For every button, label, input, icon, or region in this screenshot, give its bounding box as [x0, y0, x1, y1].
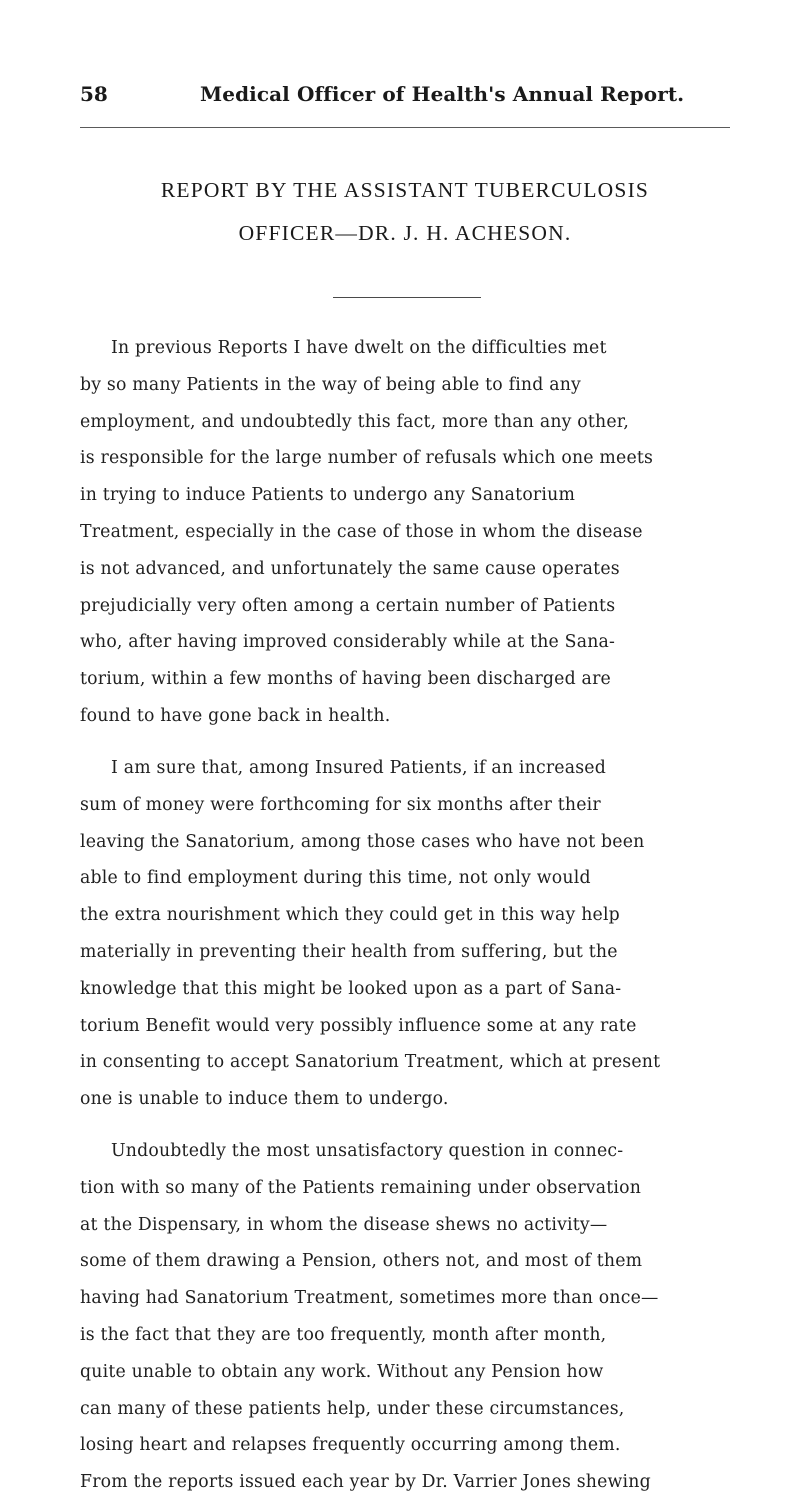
text-line: one is unable to induce them to undergo.: [80, 1089, 449, 1110]
title-divider: [333, 297, 481, 298]
journal-title: Medical Officer of Health's Annual Report.: [200, 82, 685, 106]
text-line: able to find employment during this time, not only would: [80, 868, 591, 889]
text-line: is not advanced, and unfortunately the same cause operates: [80, 558, 620, 579]
text-line: is responsible for the large number of refusals which one meets: [80, 448, 654, 469]
text-line: can many of these patients help, under these circumstances,: [80, 1398, 625, 1419]
text-line: leaving the Sanatorium, among those cases who have not been: [80, 831, 645, 852]
text-line: From the reports issued each year by Dr. Varrier Jones shewing: [80, 1472, 651, 1492]
text-line: in consenting to accept Sanatorium Treatment, which at present: [80, 1052, 661, 1073]
report-title-line-2: OFFICER—DR. J. H. ACHESON.: [238, 221, 572, 245]
text-line: Treatment, especially in the case of those in whom the disease: [80, 522, 643, 542]
text-line: materially in preventing their health from suffering, but the: [80, 942, 618, 962]
text-line: I am sure that, among Insured Patients, if an increased: [111, 758, 606, 778]
text-line: sum of money were forthcoming for six months after their: [80, 794, 601, 815]
text-line: at the Dispensary, in whom the disease shews no activity—: [80, 1214, 608, 1235]
text-line: torium Benefit would very possibly influence some at any rate: [80, 1015, 637, 1036]
text-line: having had Sanatorium Treatment, sometimes more than once—: [80, 1288, 659, 1309]
text-line: In previous Reports I have dwelt on the difficulties met: [111, 338, 607, 358]
report-title-line-1: REPORT BY THE ASSISTANT TUBERCULOSIS: [160, 178, 650, 202]
text-line: is the fact that they are too frequently, month after month,: [80, 1325, 607, 1345]
text-line: Undoubtedly the most unsatisfactory question in connec-: [111, 1141, 624, 1161]
text-line: employment, and undoubtedly this fact, more than any other,: [80, 411, 630, 432]
text-line: some of them drawing a Pension, others not, and most of them: [80, 1251, 643, 1272]
header-divider: [80, 127, 730, 128]
text-line: torium, within a few months of having been discharged are: [80, 669, 611, 690]
running-head: [80, 82, 730, 122]
text-line: prejudicially very often among a certain number of Patients: [80, 595, 616, 616]
text-line: the extra nourishment which they could get in this way help: [80, 905, 620, 926]
text-line: knowledge that this might be looked upon as a part of Sana-: [80, 978, 622, 999]
text-line: tion with so many of the Patients remaining under observation: [80, 1177, 642, 1198]
text-line: by so many Patients in the way of being able to find any: [80, 374, 581, 395]
page-number: 58: [80, 82, 108, 106]
text-line: in trying to induce Patients to undergo any Sanatorium: [80, 485, 576, 506]
text-line: who, after having improved considerably while at the Sana-: [80, 632, 616, 653]
text-line: losing heart and relapses frequently occurring among them.: [80, 1435, 621, 1456]
text-line: found to have gone back in health.: [80, 706, 391, 726]
text-line: quite unable to obtain any work. Without any Pension how: [80, 1361, 604, 1382]
